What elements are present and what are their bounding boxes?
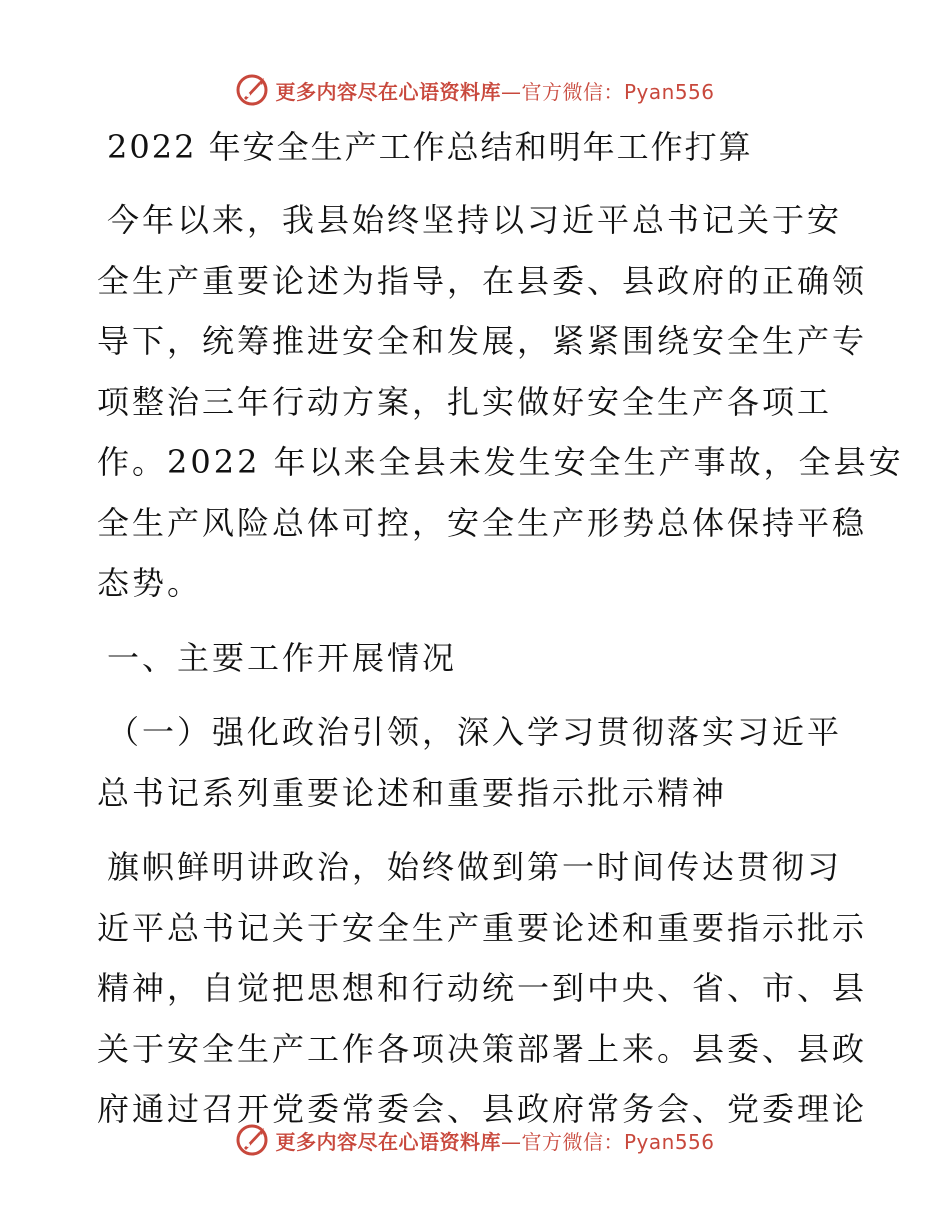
- text-line: 项整治三年行动方案，扎实做好安全生产各项工: [97, 382, 833, 421]
- section-heading-text: 一、主要工作开展情况: [107, 638, 458, 677]
- document-body: [97, 118, 904, 1140]
- footer-watermark: [0, 1120, 950, 1160]
- quill-emblem-icon: [235, 73, 269, 107]
- text-line: 今年以来，我县始终坚持以习近平总书记关于安: [107, 201, 843, 239]
- text-line: 精神，自觉把思想和行动统一到中央、省、市、县: [97, 969, 868, 1007]
- text-line: 全生产重要论述为指导，在县委、县政府的正确领: [97, 261, 868, 300]
- text-line: 近平总书记关于安全生产重要论述和重要指示批示: [97, 908, 868, 947]
- watermark-dash: —: [500, 1129, 522, 1154]
- watermark-text: [275, 76, 714, 105]
- intro-paragraph: [97, 190, 904, 614]
- text-line: 作。2022 年以来全县未发生安全生产事故，全县安: [97, 443, 904, 481]
- watermark-wechat-id: Pyan556: [623, 1129, 715, 1154]
- text-line: 全生产风险总体可控，安全生产形势总体保持平稳: [97, 503, 868, 542]
- text-line: 总书记系列重要论述和重要指示批示精神: [97, 773, 728, 812]
- text-line: 导下，统筹推进安全和发展，紧紧围绕安全生产专: [97, 322, 868, 360]
- body-paragraph: [97, 837, 868, 1140]
- quill-emblem-icon: [235, 1123, 269, 1157]
- watermark-official-label: 官方微信：: [521, 79, 624, 104]
- document-title: 2022 年安全生产工作总结和明年工作打算: [107, 128, 753, 166]
- text-line: 态势。: [97, 564, 203, 602]
- header-watermark: [0, 70, 950, 110]
- text-line: 旗帜鲜明讲政治，始终做到第一时间传达贯彻习: [107, 848, 843, 886]
- watermark-text: [275, 1126, 714, 1155]
- text-line: 府通过召开党委常委会、县政府常务会、党委理论: [97, 1090, 868, 1128]
- section-heading: [97, 628, 857, 689]
- text-line: （一）强化政治引领，深入学习贯彻落实习近平: [107, 713, 843, 751]
- text-line: 关于安全生产工作各项决策部署上来。县委、县政: [97, 1029, 868, 1068]
- watermark-brand: 更多内容尽在心语资料库: [275, 79, 501, 104]
- watermark-brand: 更多内容尽在心语资料库: [275, 1129, 501, 1154]
- watermark-wechat-id: Pyan556: [623, 79, 715, 104]
- subsection-heading: [97, 702, 857, 823]
- watermark-official-label: 官方微信：: [521, 1129, 624, 1154]
- watermark-dash: —: [500, 79, 522, 104]
